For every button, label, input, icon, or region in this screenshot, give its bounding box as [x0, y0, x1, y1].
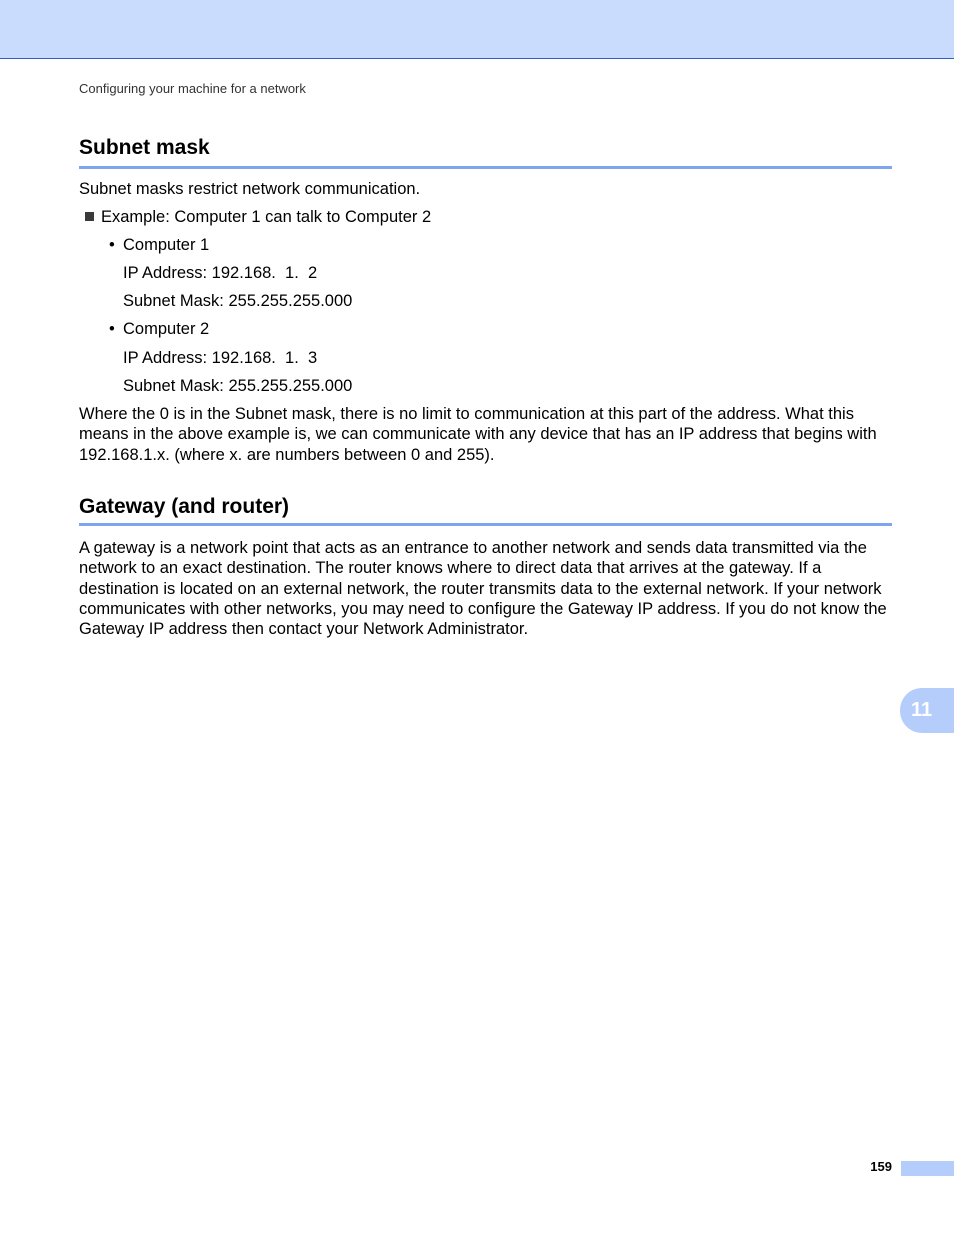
computer-1-mask: Subnet Mask: 255.255.255.000 — [123, 292, 353, 310]
footer-bar — [901, 1161, 954, 1176]
computer-2-name: Computer 2 — [123, 320, 210, 338]
computer-2-mask: Subnet Mask: 255.255.255.000 — [123, 377, 353, 395]
subnet-mask-intro: Subnet masks restrict network communication. — [79, 180, 421, 198]
example-list-item — [85, 207, 431, 227]
square-bullet-icon — [85, 212, 94, 221]
example-label: Example: Computer 1 can talk to Computer 2 — [101, 208, 432, 226]
gateway-heading: Gateway (and router) — [79, 495, 290, 518]
dot-bullet-icon: • — [109, 236, 115, 254]
top-header-band — [0, 0, 954, 59]
chapter-tab — [900, 688, 954, 733]
subnet-mask-heading-rule — [79, 166, 892, 169]
subnet-mask-explanation: Where the 0 is in the Subnet mask, there is no limit to communication at this part of the address. What this means in the above example is, we can communicate with any device that has an IP address that begins with 192.168.1.x. (where x. are numbers between 0 and 255). — [79, 405, 877, 464]
running-header: Configuring your machine for a network — [79, 81, 306, 96]
computer-2-item — [109, 319, 209, 339]
computer-1-name: Computer 1 — [123, 236, 210, 254]
computer-1-ip: IP Address: 192.168. 1. 2 — [123, 264, 318, 282]
dot-bullet-icon: • — [109, 320, 115, 338]
chapter-number: 11 — [911, 699, 933, 721]
page-number: 159 — [870, 1159, 892, 1174]
gateway-heading-rule — [79, 523, 892, 526]
subnet-mask-heading: Subnet mask — [79, 136, 210, 159]
gateway-body: A gateway is a network point that acts as an entrance to another network and sends data transmitted via the network to an exact destination. The router knows where to direct data that arrives at the gateway. If a destination is located on an external network, the router transmits data to the external network. If your network communicates with other networks, you may need to configure the Gateway IP address. If you do not know the Gateway IP address then contact your Network Administrator. — [79, 539, 887, 639]
computer-1-item — [109, 235, 209, 255]
computer-2-ip: IP Address: 192.168. 1. 3 — [123, 349, 318, 367]
